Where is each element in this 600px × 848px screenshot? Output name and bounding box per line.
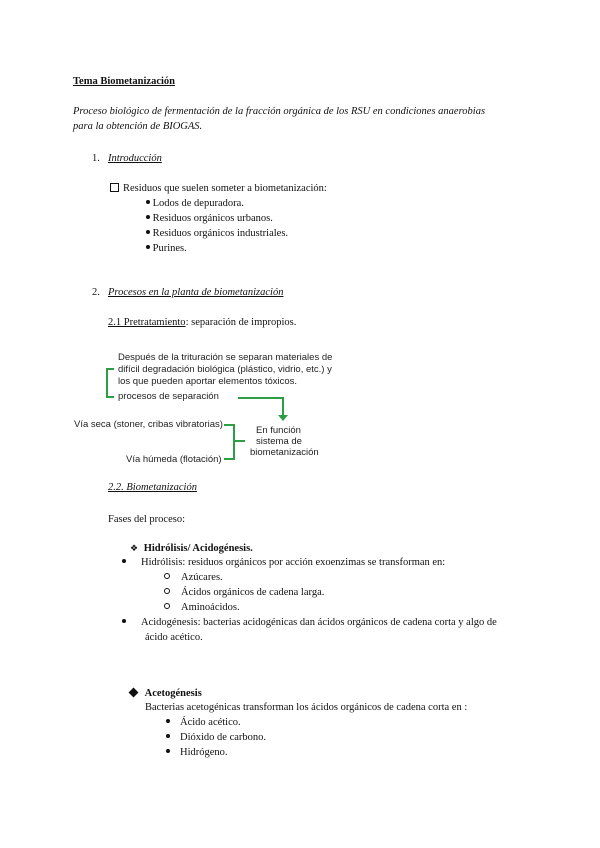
bullet-icon <box>146 230 150 234</box>
subsection-2-1-heading: 2.1 Pretratamiento <box>108 317 186 328</box>
list-item-text: Residuos orgánicos urbanos. <box>152 213 273 224</box>
list-item-text: Ácidos orgánicos de cadena larga. <box>181 587 325 598</box>
checkbox-icon <box>110 183 119 192</box>
list-item-text: Aminoácidos. <box>181 602 240 613</box>
list-item-text: Residuos orgánicos industriales. <box>152 228 289 239</box>
diagram-en-funcion-3: biometanización <box>250 447 319 458</box>
list-item <box>146 228 288 239</box>
list-item <box>166 717 241 728</box>
list-item <box>164 572 223 583</box>
diagram-line-3: los que pueden aportar elementos tóxicos. <box>118 376 298 387</box>
list-item-text: Ácido acético. <box>180 717 241 728</box>
four-diamond-icon: ❖ <box>130 544 139 554</box>
list-item <box>146 198 244 209</box>
list-item-text: Dióxido de carbono. <box>180 732 267 743</box>
diagram-via-seca: Vía seca (stoner, cribas vibratorias) <box>74 419 223 430</box>
page-title: Tema Biometanización <box>73 76 175 87</box>
bullet-icon <box>122 619 126 623</box>
section-2-number: 2. <box>92 287 100 298</box>
list-item <box>166 732 266 743</box>
hidrolisis-text: Hidrólisis: residuos orgánicos por acción exoenzimas se transforman en: <box>141 557 446 568</box>
acidogenesis-text: Acidogénesis: bacterias acidogénicas dan ácidos orgánicos de cadena corta y algo de <box>141 617 497 628</box>
connector-vertical <box>282 397 284 417</box>
acetogenesis-heading-row <box>130 688 202 699</box>
hidrolisis-row <box>122 557 445 568</box>
intro-text: Residuos que suelen someter a biometanización: <box>123 183 327 194</box>
diamond-icon <box>129 688 139 698</box>
subtitle-line-1: Proceso biológico de fermentación de la fracción orgánica de los RSU en condiciones anaerobias <box>73 106 486 117</box>
list-item-text: Purines. <box>152 243 187 254</box>
section-2-heading: Procesos en la planta de biometanización <box>108 287 284 298</box>
subsection-2-1-text: : separación de impropios. <box>185 317 297 328</box>
hidrolisis-heading-row <box>130 543 253 554</box>
bracket2-bottom <box>224 458 234 460</box>
diagram-en-funcion-1: En función <box>256 425 301 436</box>
bullet-icon <box>146 200 150 204</box>
bullet-icon <box>166 749 170 753</box>
acetogenesis-text: Bacterias acetogénicas transforman los ácidos orgánicos de cadena corta en : <box>145 702 468 713</box>
bullet-icon <box>146 215 150 219</box>
list-item <box>166 747 228 758</box>
bullet-icon <box>166 719 170 723</box>
bracket-vertical <box>106 368 108 398</box>
list-item <box>146 213 273 224</box>
bracket2-vertical <box>233 424 235 460</box>
diagram-procesos: procesos de separación <box>118 391 219 402</box>
section-1-intro <box>110 183 327 194</box>
acetogenesis-heading: Acetogénesis <box>144 688 202 699</box>
list-item <box>164 602 240 613</box>
section-1-heading: Introducción <box>108 153 162 164</box>
diagram-en-funcion-2: sistema de <box>256 436 302 447</box>
acidogenesis-line-2: ácido acético. <box>145 632 203 643</box>
subsection-2-2-heading: 2.2. Biometanización <box>108 482 197 493</box>
connector-horizontal <box>238 397 284 399</box>
arrow-down-icon <box>278 415 288 421</box>
diagram-line-1: Después de la trituración se separan materiales de <box>118 352 333 363</box>
hidrolisis-heading: Hidrólisis/ Acidogénesis. <box>143 543 253 554</box>
bracket-top <box>106 368 114 370</box>
fases-text: Fases del proceso: <box>108 514 185 525</box>
bracket-bottom <box>106 396 114 398</box>
bracket2-middle <box>235 440 245 442</box>
list-item <box>146 243 187 254</box>
circle-bullet-icon <box>164 588 170 594</box>
bullet-icon <box>166 734 170 738</box>
list-item-text: Azúcares. <box>181 572 223 583</box>
bullet-icon <box>146 245 150 249</box>
list-item <box>164 587 324 598</box>
subsection-2-1 <box>108 317 296 328</box>
diagram-line-2: difícil degradación biológica (plástico, vidrio, etc.) y <box>118 364 332 375</box>
circle-bullet-icon <box>164 573 170 579</box>
circle-bullet-icon <box>164 603 170 609</box>
diagram-via-humeda: Vía húmeda (flotación) <box>126 454 222 465</box>
list-item-text: Hidrógeno. <box>180 747 228 758</box>
acidogenesis-row <box>122 617 497 628</box>
bullet-icon <box>122 559 126 563</box>
list-item-text: Lodos de depuradora. <box>152 198 244 209</box>
section-1-number: 1. <box>92 153 100 164</box>
subtitle-line-2: para la obtención de BIOGAS. <box>73 121 203 132</box>
